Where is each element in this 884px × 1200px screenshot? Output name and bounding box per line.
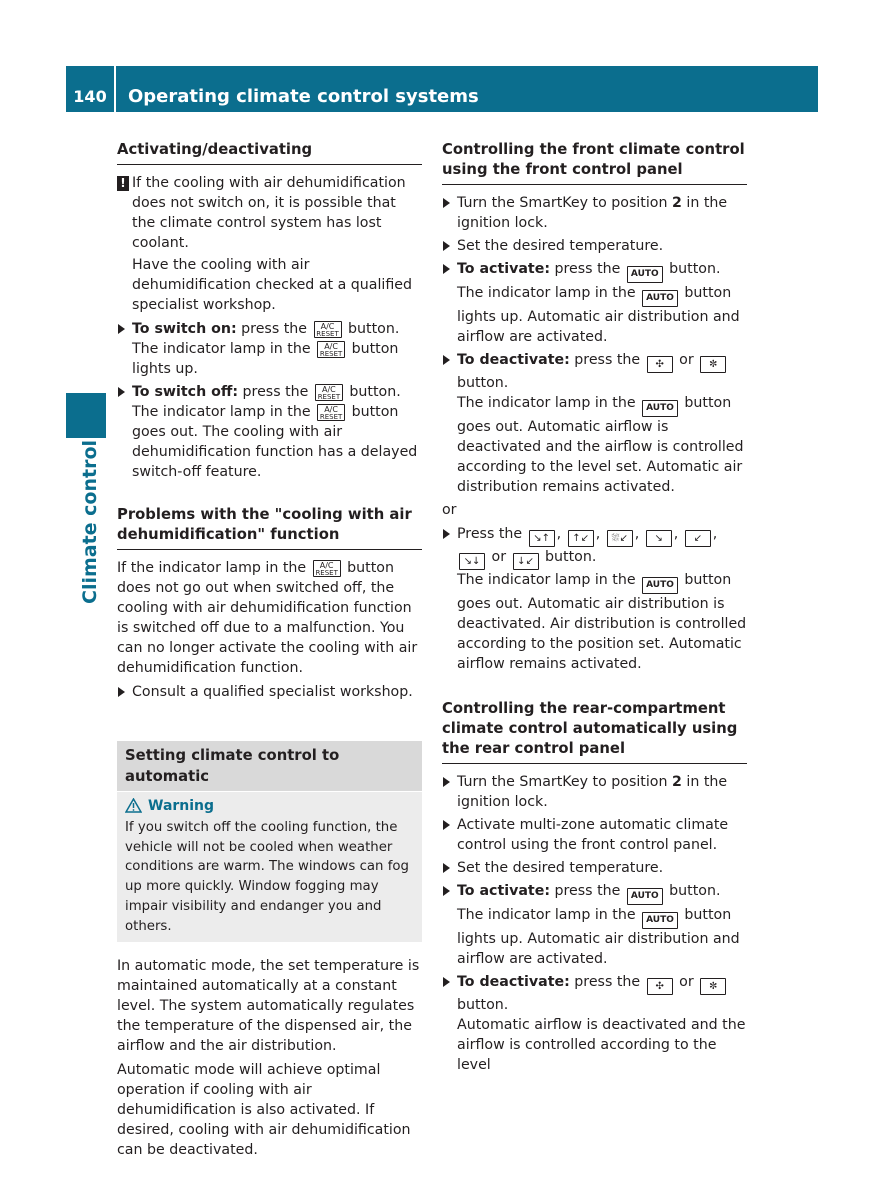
side-tab-text: Climate control [79, 439, 101, 604]
section-heading-problems: Problems with the "cooling with air dehumidification" function [117, 505, 422, 550]
ac-reset-button-icon [317, 341, 345, 358]
right-column [442, 140, 747, 1078]
warning-box [117, 792, 422, 942]
position-number: 2 [672, 774, 682, 790]
keyword: To switch off: [132, 384, 239, 400]
text: press the [238, 384, 313, 400]
fan-decrease-button-icon: ✼ [700, 978, 726, 995]
text: button. [457, 997, 509, 1013]
text: in the ignition lock. [457, 195, 728, 231]
ac-reset-button-icon [314, 321, 342, 338]
bullet-rear-turn-key [442, 772, 747, 812]
text: button. [343, 321, 400, 337]
text: press the [236, 321, 312, 337]
distribution-button-icon: ⛆↙ [607, 530, 633, 547]
ac-label: A/C [319, 561, 334, 570]
text: button goes out. The cooling with air dehumidification function has a delayed switch-off feature. [132, 404, 418, 480]
reset-label: RESET [317, 393, 341, 401]
section-heading-activating: Activating/deactivating [117, 140, 422, 165]
section-heading-rear-control: Controlling the rear-compartment climate control automatically using the rear control panel [442, 699, 747, 764]
distribution-button-icon: ↓↙ [513, 553, 539, 570]
caution-text-2: Have the cooling with air dehumidification checked at a qualified specialist workshop. [132, 257, 413, 313]
text: Turn the SmartKey to position [457, 195, 672, 211]
exclamation-icon: ! [117, 176, 129, 191]
auto-button-icon: AUTO [627, 266, 663, 283]
reset-label: RESET [319, 413, 343, 421]
section-heading-front-control: Controlling the front climate control using the front control panel [442, 140, 747, 185]
text: press the [550, 261, 625, 277]
text: in the ignition lock. [457, 774, 728, 810]
text: button. [457, 375, 509, 391]
distribution-button-icon: ↘↑ [529, 530, 555, 547]
automatic-paragraph-2: Automatic mode will achieve optimal operation if cooling with air dehumidification is also activated. If desired, cooling with air dehumidification can be deactivated. [117, 1062, 411, 1159]
text: The indicator lamp in the [457, 572, 641, 588]
side-tab-marker [66, 393, 106, 438]
text: press the [569, 352, 645, 368]
keyword: To activate: [457, 261, 551, 277]
left-column [117, 140, 422, 1164]
ac-reset-button-icon [315, 384, 343, 401]
bullet-activate [442, 259, 747, 347]
ac-label: A/C [324, 405, 338, 414]
position-number: 2 [672, 195, 682, 211]
text: button. [344, 384, 401, 400]
distribution-button-icon: ↙ [685, 530, 711, 547]
keyword: To activate: [457, 883, 551, 899]
keyword: To deactivate: [457, 352, 570, 368]
auto-button-icon: AUTO [642, 577, 678, 594]
ac-reset-button-icon [313, 560, 341, 577]
bullet-set-temperature: Set the desired temperature. [442, 236, 747, 256]
text: If the indicator lamp in the [117, 560, 311, 576]
ac-reset-button-icon [317, 404, 345, 421]
page-number: 140 [66, 66, 116, 112]
automatic-paragraph-1: In automatic mode, the set temperature is maintained automatically at a constant level. The system automatically regulates the temperature of the dispensed air, the airflow and the air distribution. [117, 958, 420, 1055]
text: button. [540, 549, 597, 565]
auto-button-icon: AUTO [642, 400, 678, 417]
bullet-press-distribution: Press the ↘↑ , ↑↙ , ⛆↙ , ↘ , ↙ , ↘↓ or ↓↙ button. The indicator lamp in the AUTO button goes out. Automatic air distribution is deactivated. Air distribution is controlled according to the position set. Automatic airflow remains activated. [442, 524, 747, 674]
bullet-turn-key [442, 193, 747, 233]
text: The indicator lamp in the [457, 285, 641, 301]
distribution-button-icon: ↑↙ [568, 530, 594, 547]
fan-increase-button-icon: ✣ [647, 978, 673, 995]
auto-button-icon: AUTO [627, 888, 663, 905]
text: The indicator lamp in the [457, 395, 641, 411]
bullet-consult-workshop: Consult a qualified specialist workshop. [117, 682, 422, 702]
bullet-switch-off [117, 382, 422, 482]
text: button goes out. Automatic air distribution is deactivated. Air distribution is controlled according to the position set. Automatic airflow remains activated. [457, 572, 747, 672]
keyword: To switch on: [132, 321, 237, 337]
text: button. [664, 261, 721, 277]
bullet-rear-activate [442, 881, 747, 969]
text: button lights up. [132, 341, 399, 377]
text: The indicator lamp in the [457, 907, 641, 923]
warning-text: If you switch off the cooling function, the vehicle will not be cooled when weather conditions are warm. The windows can fog up more quickly. Window fogging may impair visibility and endanger you and others. [125, 820, 409, 934]
text: The indicator lamp in the [132, 404, 316, 420]
warning-triangle-icon [125, 798, 142, 813]
keyword: To deactivate: [457, 974, 570, 990]
reset-label: RESET [315, 569, 338, 577]
text: press the [569, 974, 645, 990]
ac-label: A/C [322, 385, 336, 394]
reset-label: RESET [316, 330, 339, 338]
section-heading-automatic: Setting climate control to automatic [117, 741, 422, 792]
reset-label: RESET [319, 350, 343, 358]
caution-text: If the cooling with air dehumidification does not switch on, it is possible that the climate control system has lost coolant. [132, 175, 406, 251]
text: Press the [457, 526, 527, 542]
text: button does not go out when switched off, the cooling with air dehumidification function is switched off due to a malfunction. You can no longer activate the cooling with air dehumidification function. [117, 560, 418, 676]
bullet-rear-set-temperature: Set the desired temperature. [442, 858, 747, 878]
text: button lights up. Automatic air distribution and airflow are activated. [457, 907, 740, 967]
auto-button-icon: AUTO [642, 912, 678, 929]
problems-paragraph [117, 558, 422, 678]
ac-label: A/C [324, 342, 338, 351]
distribution-button-icon: ↘ [646, 530, 672, 547]
fan-decrease-button-icon: ✼ [700, 356, 726, 373]
auto-button-icon: AUTO [642, 290, 678, 307]
ac-label: A/C [320, 322, 335, 331]
text: The indicator lamp in the [132, 341, 316, 357]
or-text: or [491, 549, 507, 565]
text: Turn the SmartKey to position [457, 774, 672, 790]
bullet-rear-multizone: Activate multi-zone automatic climate control using the front control panel. [442, 815, 747, 855]
text: button. [664, 883, 721, 899]
or-separator: or [442, 502, 457, 518]
bullet-switch-on [117, 319, 422, 379]
text: button goes out. Automatic airflow is deactivated and the airflow is controlled according to the level set. Automatic air distribution remains activated. [457, 395, 744, 495]
or-text: or [679, 352, 694, 368]
distribution-button-icon: ↘↓ [459, 553, 485, 570]
caution-note [117, 173, 422, 253]
header-bar [66, 66, 818, 112]
warning-label: Warning [148, 798, 215, 814]
warning-title [125, 796, 414, 816]
bullet-rear-deactivate [442, 972, 747, 1075]
text: Automatic airflow is deactivated and the airflow is controlled according to the level [457, 1017, 746, 1073]
chapter-title: Operating climate control systems [128, 86, 479, 107]
text: button lights up. Automatic air distribution and airflow are activated. [457, 285, 740, 345]
or-text: or [679, 974, 694, 990]
bullet-deactivate [442, 350, 747, 497]
fan-increase-button-icon: ✣ [647, 356, 673, 373]
text: press the [550, 883, 625, 899]
